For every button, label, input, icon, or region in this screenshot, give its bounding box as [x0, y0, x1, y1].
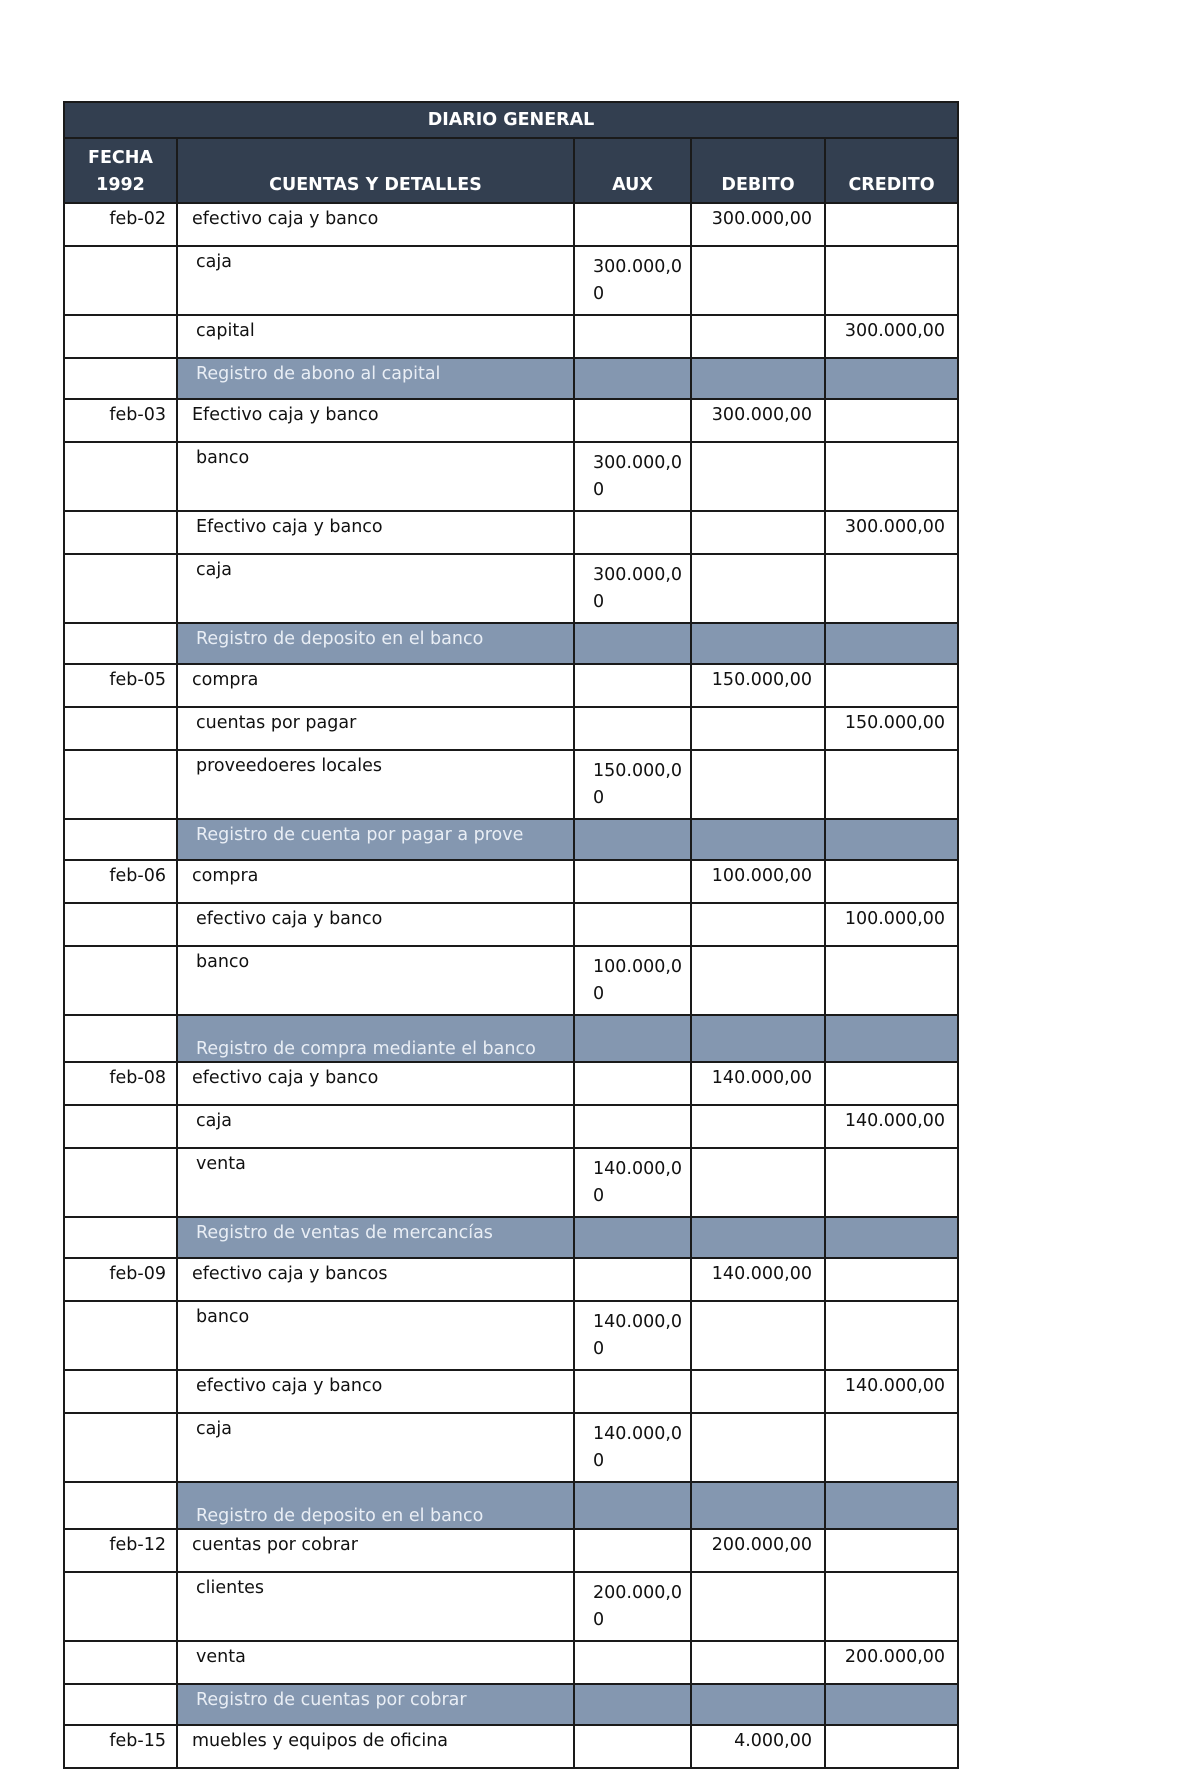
row-aux — [574, 1258, 691, 1301]
row-credito: 140.000,00 — [825, 1370, 958, 1413]
row-aux: 100.000,00 — [574, 946, 691, 1015]
note-aux-cell — [574, 819, 691, 860]
header-aux: AUX — [574, 138, 691, 203]
row-credito: 140.000,00 — [825, 1105, 958, 1148]
row-cuenta: clientes — [177, 1572, 574, 1641]
row-aux: 200.000,00 — [574, 1572, 691, 1641]
table-row — [64, 315, 958, 358]
note-aux-cell — [574, 1482, 691, 1529]
row-fecha — [64, 1572, 177, 1641]
row-credito — [825, 1148, 958, 1217]
row-cuenta: proveedoeres locales — [177, 750, 574, 819]
table-row — [64, 1725, 958, 1768]
row-fecha: feb-02 — [64, 203, 177, 246]
note-credito-cell — [825, 623, 958, 664]
note-credito-cell — [825, 1217, 958, 1258]
note-date-cell — [64, 1482, 177, 1529]
note-text: Registro de compra mediante el banco — [177, 1015, 574, 1062]
row-fecha: feb-09 — [64, 1258, 177, 1301]
row-cuenta: capital — [177, 315, 574, 358]
row-cuenta: cuentas por cobrar — [177, 1529, 574, 1572]
row-fecha: feb-08 — [64, 1062, 177, 1105]
row-aux — [574, 860, 691, 903]
table-row — [64, 399, 958, 442]
row-credito — [825, 946, 958, 1015]
column-header-row — [64, 138, 958, 203]
row-cuenta: Efectivo caja y banco — [177, 399, 574, 442]
table-row — [64, 860, 958, 903]
row-credito — [825, 399, 958, 442]
row-fecha — [64, 750, 177, 819]
row-debito: 300.000,00 — [691, 399, 825, 442]
row-debito — [691, 707, 825, 750]
row-debito — [691, 750, 825, 819]
note-date-cell — [64, 1015, 177, 1062]
table-row — [64, 442, 958, 511]
note-debito-cell — [691, 819, 825, 860]
header-cuentas: CUENTAS Y DETALLES — [177, 138, 574, 203]
row-cuenta: efectivo caja y banco — [177, 1370, 574, 1413]
row-aux — [574, 1641, 691, 1684]
row-aux — [574, 1062, 691, 1105]
row-aux — [574, 399, 691, 442]
row-cuenta: compra — [177, 664, 574, 707]
row-fecha — [64, 707, 177, 750]
note-credito-cell — [825, 1684, 958, 1725]
row-debito — [691, 246, 825, 315]
row-debito — [691, 1413, 825, 1482]
table-row — [64, 246, 958, 315]
row-credito — [825, 1413, 958, 1482]
row-fecha — [64, 246, 177, 315]
row-fecha: feb-06 — [64, 860, 177, 903]
row-credito — [825, 1529, 958, 1572]
row-credito — [825, 554, 958, 623]
note-row — [64, 1684, 958, 1725]
row-debito: 140.000,00 — [691, 1258, 825, 1301]
row-aux — [574, 1105, 691, 1148]
note-text: Registro de cuenta por pagar a prove — [177, 819, 574, 860]
row-aux: 300.000,00 — [574, 554, 691, 623]
row-fecha — [64, 946, 177, 1015]
row-debito — [691, 1105, 825, 1148]
note-date-cell — [64, 358, 177, 399]
row-cuenta: caja — [177, 554, 574, 623]
row-fecha — [64, 315, 177, 358]
row-fecha — [64, 1641, 177, 1684]
note-credito-cell — [825, 819, 958, 860]
row-debito: 140.000,00 — [691, 1062, 825, 1105]
row-cuenta: efectivo caja y bancos — [177, 1258, 574, 1301]
row-aux: 140.000,00 — [574, 1148, 691, 1217]
row-cuenta: compra — [177, 860, 574, 903]
table-row — [64, 1641, 958, 1684]
row-aux — [574, 1725, 691, 1768]
table-row — [64, 1258, 958, 1301]
row-aux — [574, 707, 691, 750]
row-fecha — [64, 442, 177, 511]
ledger-body — [64, 203, 958, 1768]
table-row — [64, 1062, 958, 1105]
note-date-cell — [64, 623, 177, 664]
note-date-cell — [64, 819, 177, 860]
table-row — [64, 1148, 958, 1217]
row-fecha — [64, 1301, 177, 1370]
row-fecha: feb-12 — [64, 1529, 177, 1572]
title-row — [64, 102, 958, 138]
table-row — [64, 511, 958, 554]
note-row — [64, 358, 958, 399]
row-credito — [825, 1062, 958, 1105]
row-credito — [825, 1572, 958, 1641]
row-credito — [825, 203, 958, 246]
note-credito-cell — [825, 1015, 958, 1062]
row-debito: 200.000,00 — [691, 1529, 825, 1572]
row-credito — [825, 1301, 958, 1370]
row-debito — [691, 1148, 825, 1217]
row-cuenta: caja — [177, 1105, 574, 1148]
row-fecha: feb-05 — [64, 664, 177, 707]
note-row — [64, 1482, 958, 1529]
row-debito: 150.000,00 — [691, 664, 825, 707]
row-fecha — [64, 1148, 177, 1217]
table-row — [64, 1105, 958, 1148]
row-credito — [825, 664, 958, 707]
note-aux-cell — [574, 358, 691, 399]
note-date-cell — [64, 1217, 177, 1258]
table-row — [64, 1572, 958, 1641]
note-row — [64, 819, 958, 860]
row-fecha: feb-03 — [64, 399, 177, 442]
row-debito: 100.000,00 — [691, 860, 825, 903]
row-aux — [574, 511, 691, 554]
row-credito: 300.000,00 — [825, 511, 958, 554]
table-row — [64, 903, 958, 946]
row-debito — [691, 315, 825, 358]
row-aux: 300.000,00 — [574, 246, 691, 315]
note-aux-cell — [574, 1684, 691, 1725]
header-fecha-label: FECHA — [88, 148, 153, 168]
note-text: Registro de ventas de mercancías — [177, 1217, 574, 1258]
row-credito — [825, 246, 958, 315]
row-fecha: feb-15 — [64, 1725, 177, 1768]
row-credito — [825, 1725, 958, 1768]
row-credito — [825, 860, 958, 903]
note-debito-cell — [691, 1482, 825, 1529]
row-aux — [574, 315, 691, 358]
row-aux — [574, 1370, 691, 1413]
row-cuenta: efectivo caja y banco — [177, 203, 574, 246]
header-debito: DEBITO — [691, 138, 825, 203]
table-row — [64, 664, 958, 707]
table-row — [64, 750, 958, 819]
note-text: Registro de cuentas por cobrar — [177, 1684, 574, 1725]
note-row — [64, 1015, 958, 1062]
table-row — [64, 1301, 958, 1370]
row-credito: 100.000,00 — [825, 903, 958, 946]
row-cuenta: Efectivo caja y banco — [177, 511, 574, 554]
row-aux: 140.000,00 — [574, 1301, 691, 1370]
row-debito — [691, 1301, 825, 1370]
note-text: Registro de abono al capital — [177, 358, 574, 399]
note-text: Registro de deposito en el banco — [177, 623, 574, 664]
note-aux-cell — [574, 623, 691, 664]
table-row — [64, 1529, 958, 1572]
note-debito-cell — [691, 1015, 825, 1062]
row-credito: 200.000,00 — [825, 1641, 958, 1684]
table-row — [64, 707, 958, 750]
table-row — [64, 203, 958, 246]
row-aux: 140.000,00 — [574, 1413, 691, 1482]
note-aux-cell — [574, 1015, 691, 1062]
row-cuenta: caja — [177, 246, 574, 315]
row-debito — [691, 946, 825, 1015]
note-credito-cell — [825, 1482, 958, 1529]
row-fecha — [64, 1413, 177, 1482]
row-credito — [825, 442, 958, 511]
row-debito — [691, 511, 825, 554]
row-fecha — [64, 1105, 177, 1148]
note-text: Registro de deposito en el banco — [177, 1482, 574, 1529]
note-aux-cell — [574, 1217, 691, 1258]
row-fecha — [64, 511, 177, 554]
row-aux: 150.000,00 — [574, 750, 691, 819]
table-row — [64, 1413, 958, 1482]
header-credito: CREDITO — [825, 138, 958, 203]
row-cuenta: efectivo caja y banco — [177, 1062, 574, 1105]
row-cuenta: banco — [177, 1301, 574, 1370]
row-debito — [691, 903, 825, 946]
row-cuenta: venta — [177, 1641, 574, 1684]
note-debito-cell — [691, 1217, 825, 1258]
row-credito: 300.000,00 — [825, 315, 958, 358]
row-fecha — [64, 903, 177, 946]
row-fecha — [64, 1370, 177, 1413]
row-cuenta: caja — [177, 1413, 574, 1482]
row-cuenta: efectivo caja y banco — [177, 903, 574, 946]
note-credito-cell — [825, 358, 958, 399]
row-debito: 4.000,00 — [691, 1725, 825, 1768]
row-cuenta: venta — [177, 1148, 574, 1217]
note-debito-cell — [691, 358, 825, 399]
row-cuenta: cuentas por pagar — [177, 707, 574, 750]
diario-general-table — [63, 101, 959, 1769]
row-cuenta: banco — [177, 946, 574, 1015]
row-aux — [574, 664, 691, 707]
row-credito: 150.000,00 — [825, 707, 958, 750]
row-aux — [574, 903, 691, 946]
row-fecha — [64, 554, 177, 623]
row-debito — [691, 442, 825, 511]
note-row — [64, 623, 958, 664]
note-date-cell — [64, 1684, 177, 1725]
header-fecha — [64, 138, 177, 203]
row-credito — [825, 750, 958, 819]
row-debito — [691, 554, 825, 623]
table-row — [64, 1370, 958, 1413]
table-title: DIARIO GENERAL — [64, 102, 958, 138]
row-debito — [691, 1641, 825, 1684]
row-aux — [574, 203, 691, 246]
row-debito — [691, 1572, 825, 1641]
note-row — [64, 1217, 958, 1258]
table-row — [64, 554, 958, 623]
row-cuenta: banco — [177, 442, 574, 511]
header-fecha-year: 1992 — [96, 175, 145, 195]
table-row — [64, 946, 958, 1015]
row-debito — [691, 1370, 825, 1413]
row-aux — [574, 1529, 691, 1572]
row-cuenta: muebles y equipos de oficina — [177, 1725, 574, 1768]
row-credito — [825, 1258, 958, 1301]
note-debito-cell — [691, 1684, 825, 1725]
note-debito-cell — [691, 623, 825, 664]
row-aux: 300.000,00 — [574, 442, 691, 511]
row-debito: 300.000,00 — [691, 203, 825, 246]
